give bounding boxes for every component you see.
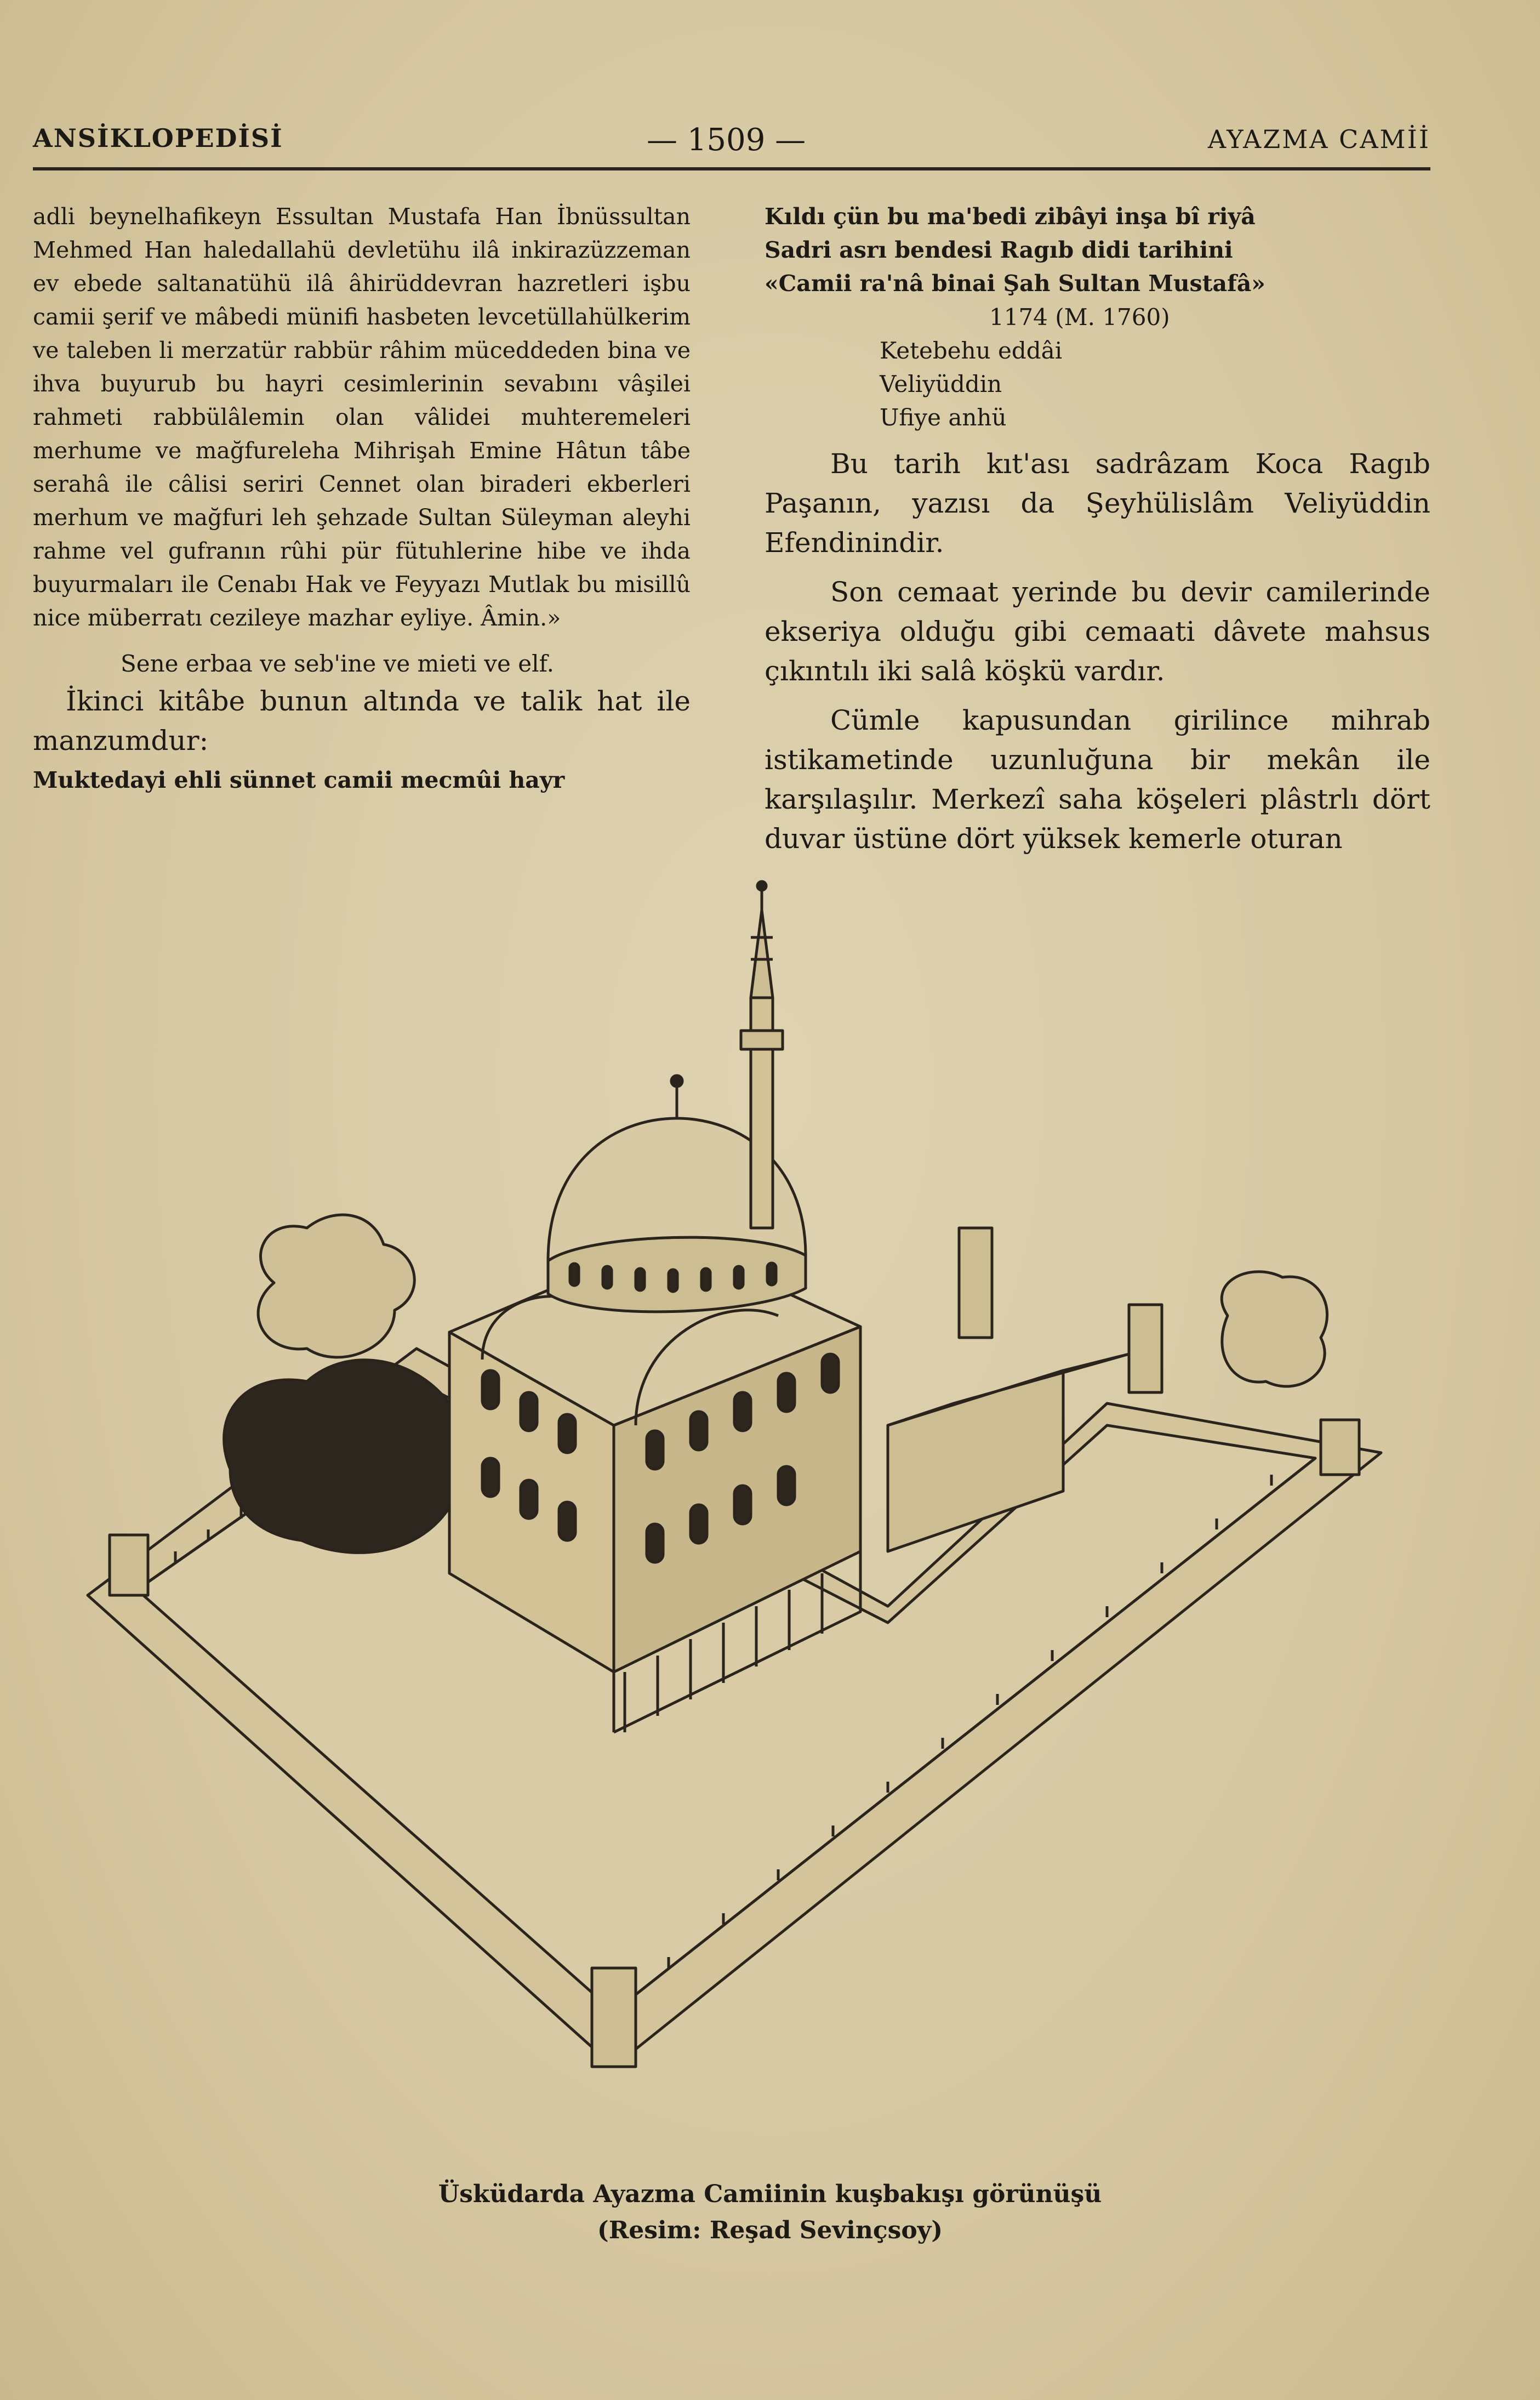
body-paragraph: Bu tarih kıt'ası sadrâzam Koca Ragıb Paşanın, yazısı da Şeyhülislâm Veliyüddin Efendinindir. — [765, 448, 1430, 559]
poem-line: Sadri asrı bendesi Ragıb didi tarihini — [765, 237, 1233, 263]
calligrapher-signature — [765, 334, 1430, 434]
verse-first-line: Muktedayi ehli sünnet camii mecmûi hayr — [33, 767, 565, 793]
left-column — [33, 200, 691, 797]
poem-line: «Camii ra'nâ binai Şah Sultan Mustafâ» — [765, 270, 1265, 297]
poem — [765, 200, 1430, 300]
running-header — [33, 118, 1430, 167]
page-number: — 1509 — — [647, 122, 806, 158]
header-right-title: AYAZMA CAMİİ — [1207, 124, 1430, 154]
tree-left — [258, 1215, 414, 1357]
tree-right — [1222, 1272, 1327, 1386]
figure-caption — [0, 2176, 1540, 2249]
body-paragraph: Cümle kapusundan girilince mihrab istikametinde uzunluğuna bir mekân ile karşılaşılır. Merkezî saha köşeleri plâstrlı dört duvar üstüne dört yüksek kemerle oturan — [765, 704, 1430, 855]
signature-line: Ketebehu eddâi — [880, 337, 1063, 364]
second-inscription-intro: İkinci kitâbe bunun altında ve talik hat ile manzumdur: — [33, 685, 691, 757]
gate-tower-right — [1321, 1420, 1359, 1475]
minaret-balcony — [741, 1031, 783, 1049]
inscription-date: Sene erbaa ve seb'ine ve mieti ve elf. — [121, 650, 554, 677]
signature-line: Veliyüddin — [880, 371, 1002, 397]
right-column — [765, 200, 1430, 858]
gate-tower-bottom — [592, 1968, 636, 2067]
minaret-cap — [751, 910, 773, 998]
caption-title: Üsküdarda Ayazma Camiinin kuşbakışı görünüşü — [438, 2180, 1102, 2208]
mosque-illustration — [66, 877, 1447, 2160]
body-paragraph: Son cemaat yerinde bu devir camilerinde ekseriya olduğu gibi cemaati dâvete mahsus çıkıntılı iki salâ köşkü vardır. — [765, 576, 1430, 687]
inscription-text: adli beynelhafikeyn Essultan Mustafa Han İbnüssultan Mehmed Han haledallahü devletühu ilâ inkirazüzzeman ev ebede saltanatühü ilâ âhirüddevran hazretleri işbu camii şerif ve mâbedi münifi hasbeten levcetüllahülkerim ve taleben li merzatür rabbür râhim müceddeden bina ve ihva buyurub bu hayri cesimlerinin sevabını vâşilei rahmeti rabbülâlemin olan vâlidei muhteremeleri merhume ve mağfureleha Mihrişah Emine Hâtun tâbe serahâ ile câlisi seriri Cennet olan biraderi ekberleri merhum ve mağfuri leh şehzade Sultan Süleyman aleyhi rahme vel gufranın rûhi pür fütuhlerine hibe ve ihda buyurmaları ile Cenabı Hak ve Feyyazı Mutlak bu misillû nice müberratı cezileye mazhar eyliye. Âmin.» — [33, 203, 691, 631]
signature-line: Ufiye anhü — [880, 404, 1007, 431]
small-turret-left — [959, 1228, 992, 1338]
header-rule — [33, 167, 1430, 170]
poem-date: 1174 (M. 1760) — [989, 304, 1170, 331]
header-left-title: ANSİKLOPEDİSİ — [33, 123, 283, 153]
gate-tower-left — [110, 1535, 148, 1595]
small-turret-right — [1129, 1305, 1162, 1392]
poem-line: Kıldı çün bu ma'bedi zibâyi inşa bî riyâ — [765, 203, 1256, 230]
caption-credit: (Resim: Reşad Sevinçsoy) — [597, 2216, 943, 2244]
